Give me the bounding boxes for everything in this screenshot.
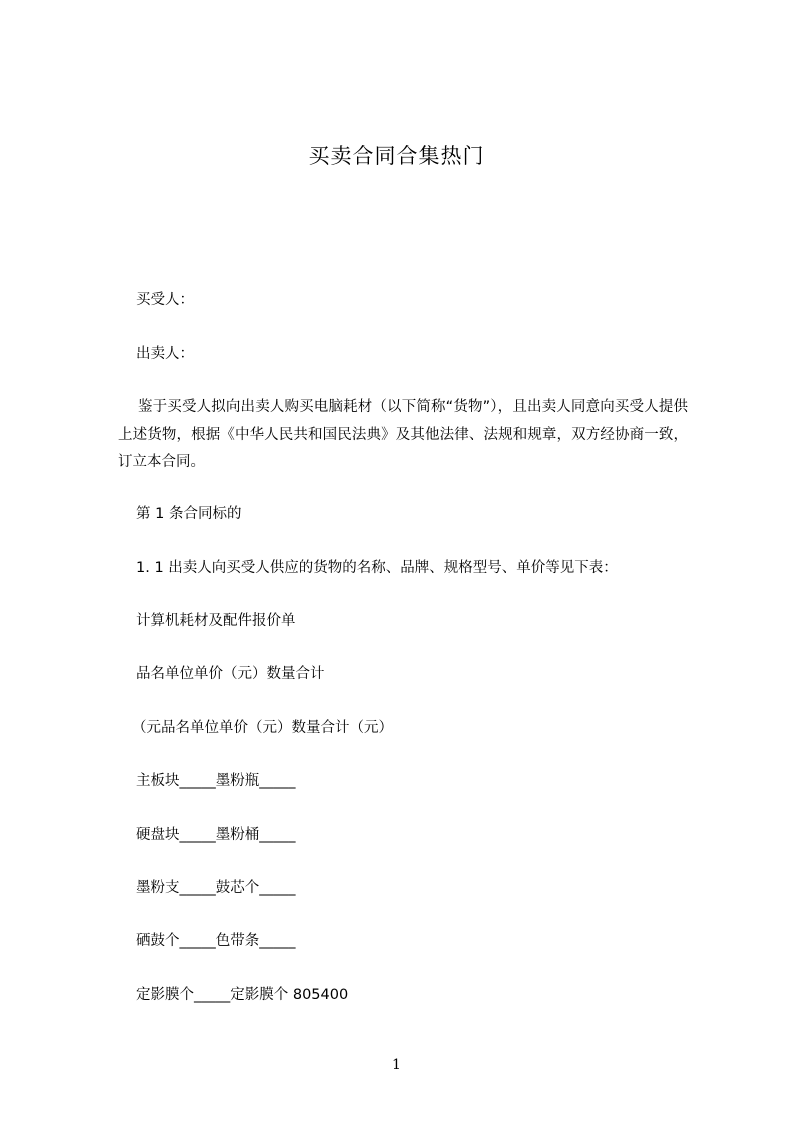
seller-label: 出卖人： <box>136 346 194 362</box>
preamble-paragraph: 鉴于买受人拟向出卖人购买电脑耗材（以下简称“货物”），且出卖人同意向买受人提供上述货物，根据《中华人民共和国民法典》及其他法律、法规和规章，双方经协商一致，订立本合同。 <box>118 399 688 470</box>
clause-1-1: 1. 1 出卖人向买受人供应的货物的名称、品牌、规格型号、单价等见下表： <box>136 560 618 576</box>
table-header-row-1: 品名单位单价（元）数量合计 <box>136 666 325 682</box>
page-number: 1 <box>392 1057 401 1073</box>
table-header-row-2: （元品名单位单价（元）数量合计（元） <box>132 720 393 736</box>
quote-title: 计算机耗材及配件报价单 <box>136 613 296 629</box>
buyer-label: 买受人： <box>136 292 194 308</box>
table-row: 墨粉支_____鼓芯个_____ <box>136 880 296 896</box>
table-row: 硒鼓个_____色带条_____ <box>136 933 296 949</box>
table-row: 硬盘块_____墨粉桶_____ <box>136 827 296 843</box>
article-1-heading: 第 1 条合同标的 <box>136 506 242 522</box>
document-title: 买卖合同合集热门 <box>308 144 485 168</box>
table-row: 主板块_____墨粉瓶_____ <box>136 773 296 789</box>
table-row: 定影膜个_____定影膜个 805400 <box>136 987 349 1003</box>
